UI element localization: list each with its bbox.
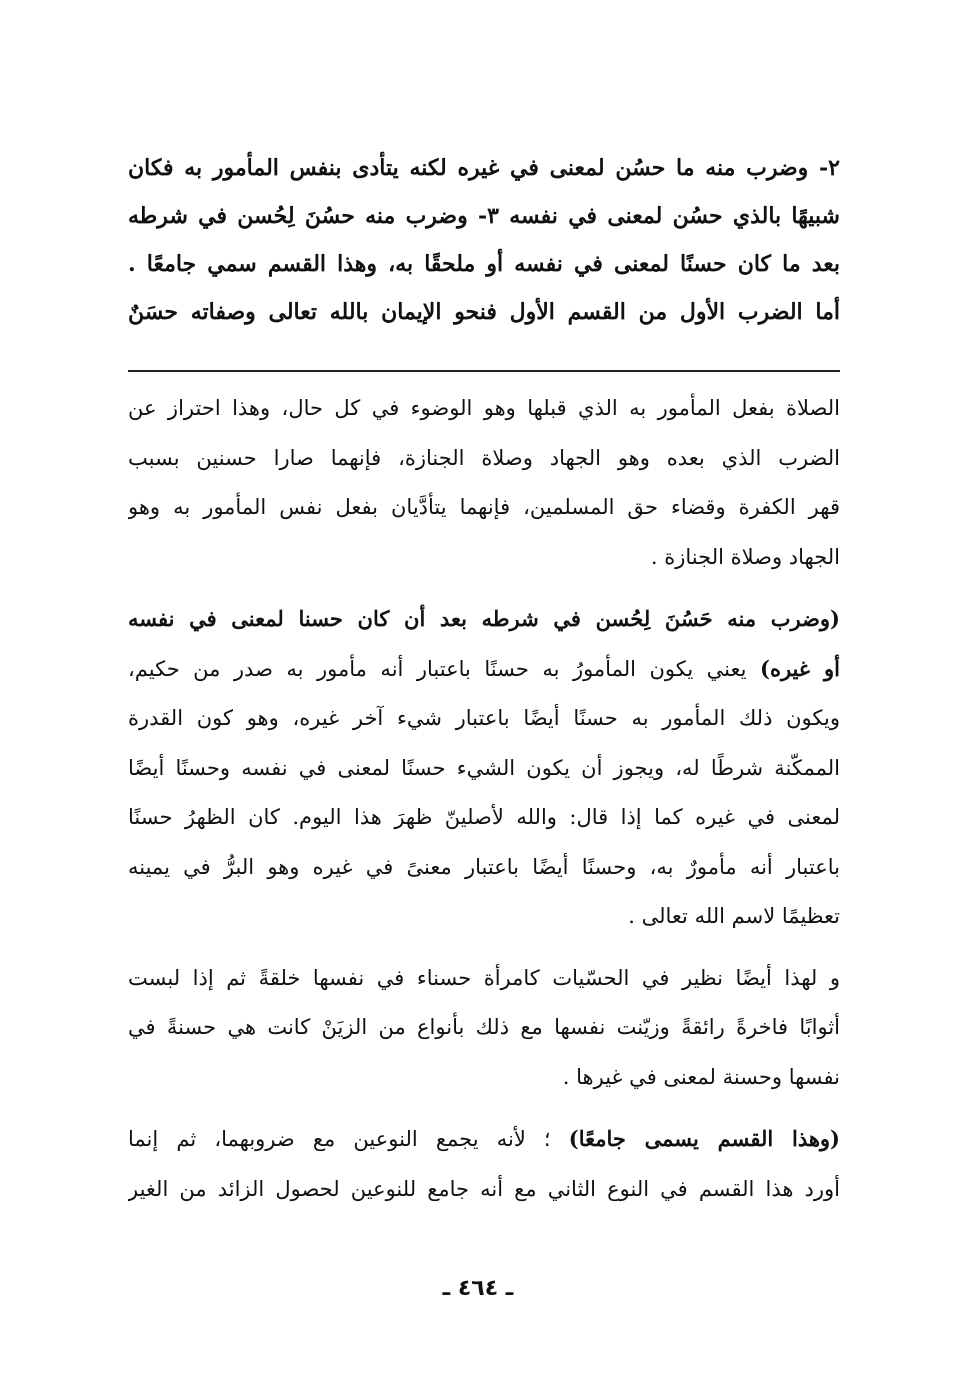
commentary-paragraph-2 — [128, 594, 840, 942]
commentary-line: باعتبار أنه مأمورٌ به، وحسنًا أيضًا باعتبار معنىً في غيره وهو البرُّ في يمينه — [128, 854, 840, 879]
commentary-line — [128, 1114, 840, 1165]
commentary-paragraph-3 — [128, 954, 840, 1103]
main-text-line: ٢- وضرب منه ما حسُن لمعنى في غيره لكنه يتأدى بنفس المأمور به فكان — [128, 155, 840, 181]
quoted-matn: (وهذا القسم يسمى جامعًا) — [568, 1126, 840, 1151]
main-text-line: شبيهًا بالذي حسُن لمعنى في نفسه ٣- وضرب منه حسُنَ لِحُسن في شرطه — [128, 203, 840, 229]
commentary-line: أورد هذا القسم في النوع الثاني مع أنه جامع للنوعين لحصول الزائد من الغير — [128, 1176, 840, 1201]
commentary-line: لمعنى في غيره كما إذا قال: والله لأصلينّ ظهرَ هذا اليوم. كان الظهرُ حسنًا — [128, 805, 840, 829]
commentary-line — [128, 644, 840, 695]
commentary-line: الممكّنة شرطًا له، ويجوز أن يكون الشيء حسنًا لمعنى في نفسه وحسنًا أيضًا — [128, 755, 840, 780]
commentary-line: نفسها وحسنة لمعنى في غيرها . — [562, 1064, 840, 1089]
commentary-paragraph-4 — [128, 1114, 840, 1214]
commentary-line: الصلاة بفعل المأمور به الذي قبلها وهو الوضوء في كل حال، وهذا احتراز عن — [128, 396, 840, 420]
commentary-paragraph-1 — [128, 384, 840, 582]
commentary-line: تعظيمًا لاسم الله تعالى . — [628, 904, 840, 928]
commentary-line: الضرب الذي بعده وهو الجهاد وصلاة الجنازة، فإنهما صارا حسنين بسبب — [128, 445, 840, 470]
quoted-matn: أو غيره) — [760, 655, 840, 681]
page-number: ـ ٤٦٤ ـ — [442, 1276, 514, 1301]
commentary-text: ؛ لأنه يجمع النوعين مع ضروبهما، ثم إنما — [128, 1127, 551, 1151]
quoted-matn: (وضرب منه حَسُنَ لِحُسن في شرطه بعد أن كان حسنا لمعنى في نفسه — [128, 606, 840, 631]
commentary-line: قهر الكفرة وقضاء حق المسلمين، فإنهما يتأدَّيان بفعل نفس المأمور به وهو — [128, 495, 840, 519]
commentary — [128, 384, 840, 1226]
commentary-line: ويكون ذلك المأمور به حسنًا أيضًا باعتبار شيء آخر غيره، وهو كون القدرة — [128, 706, 840, 730]
commentary-line: الجهاد وصلاة الجنازة . — [650, 544, 840, 569]
commentary-text: يعني يكون المأمورُ به حسنًا باعتبار أنه مأمور به صدر من حكيم، — [128, 656, 747, 681]
main-text — [128, 144, 840, 336]
main-text-line: أما الضرب الأول من القسم الأول فنحو الإيمان بالله تعالى وصفاته حسَنٌ — [128, 299, 840, 325]
main-text-line: بعد ما كان حسنًا لمعنى في نفسه أو ملحقًا به، وهذا القسم سمي جامعًا . — [128, 251, 840, 277]
commentary-line: و لهذا أيضًا نظير في الحسّيات كامرأة حسناء في نفسها خلقةً ثم إذا لبست — [128, 965, 840, 990]
separator-rule — [128, 370, 840, 372]
commentary-line: أثوابًا فاخرةً رائقةً وزيّنت نفسها مع ذلك بأنواع من الزيَنْ كانت هي حسنةً في — [128, 1015, 840, 1039]
